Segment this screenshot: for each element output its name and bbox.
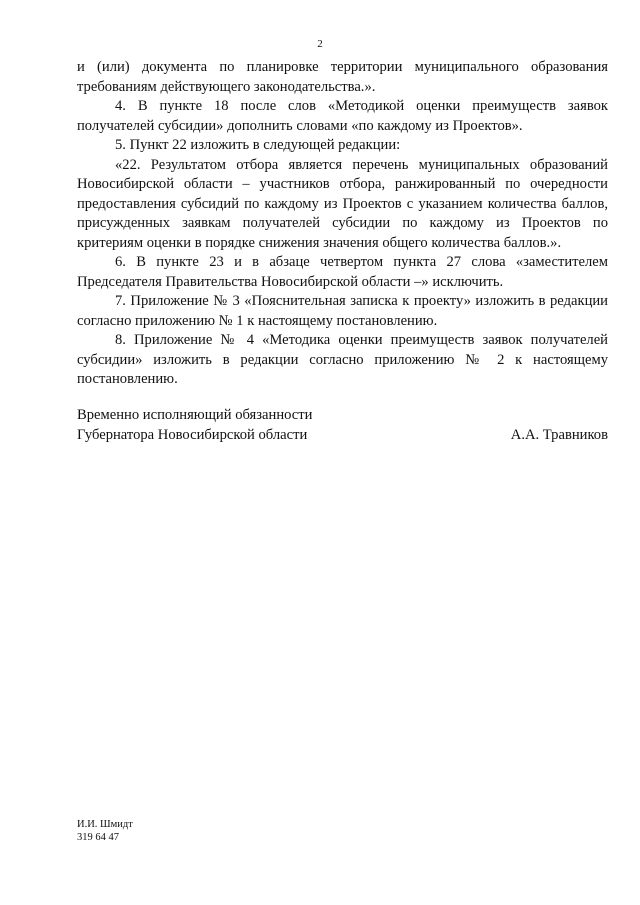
signatory-name: А.А. Травников [510, 426, 608, 443]
executor-name: И.И. Шмидт [77, 819, 133, 830]
paragraph-item-6: 6. В пункте 23 и в абзаце четвертом пункта 27 слова «заместителем Председателя Правительства Новосибирской области –» исключить. [77, 254, 608, 290]
executor-block [77, 818, 133, 844]
paragraph-continuation: и (или) документа по планировке территории муниципального образования требованиям действующего законодательства.». [77, 59, 608, 95]
paragraph-item-8: 8. Приложение № 4 «Методика оценки преимуществ заявок получателей субсидии» изложить в редакции согласно приложению № 2 к настоящему постановлению. [77, 332, 608, 387]
document-body [77, 58, 608, 390]
paragraph-quoted-22: «22. Результатом отбора является перечень муниципальных образований Новосибирской области – участников отбора, ранжированный по очередности предоставления субсидий по каждому из Проектов с указанием количества баллов, присужденных заявкам получателей субсидии по каждому из Проектов по критериям оценки в порядке снижения значения общего количества баллов.». [77, 156, 608, 251]
paragraph-item-7: 7. Приложение № 3 «Пояснительная записка к проекту» изложить в редакции согласно приложению № 1 к настоящему постановлению. [77, 293, 608, 329]
signature-position-line-1: Временно исполняющий обязанности [77, 407, 313, 423]
paragraph-item-5: 5. Пункт 22 изложить в следующей редакции: [115, 137, 401, 153]
executor-phone: 319 64 47 [77, 832, 119, 843]
paragraph-item-4: 4. В пункте 18 после слов «Методикой оценки преимуществ заявок получателей субсидии» дополнить словами «по каждому из Проектов». [77, 98, 608, 134]
signature-position-line-2: Губернатора Новосибирской области [77, 426, 308, 443]
page-number: 2 [317, 38, 323, 50]
signature-block [77, 406, 608, 445]
signature-line [77, 426, 608, 446]
